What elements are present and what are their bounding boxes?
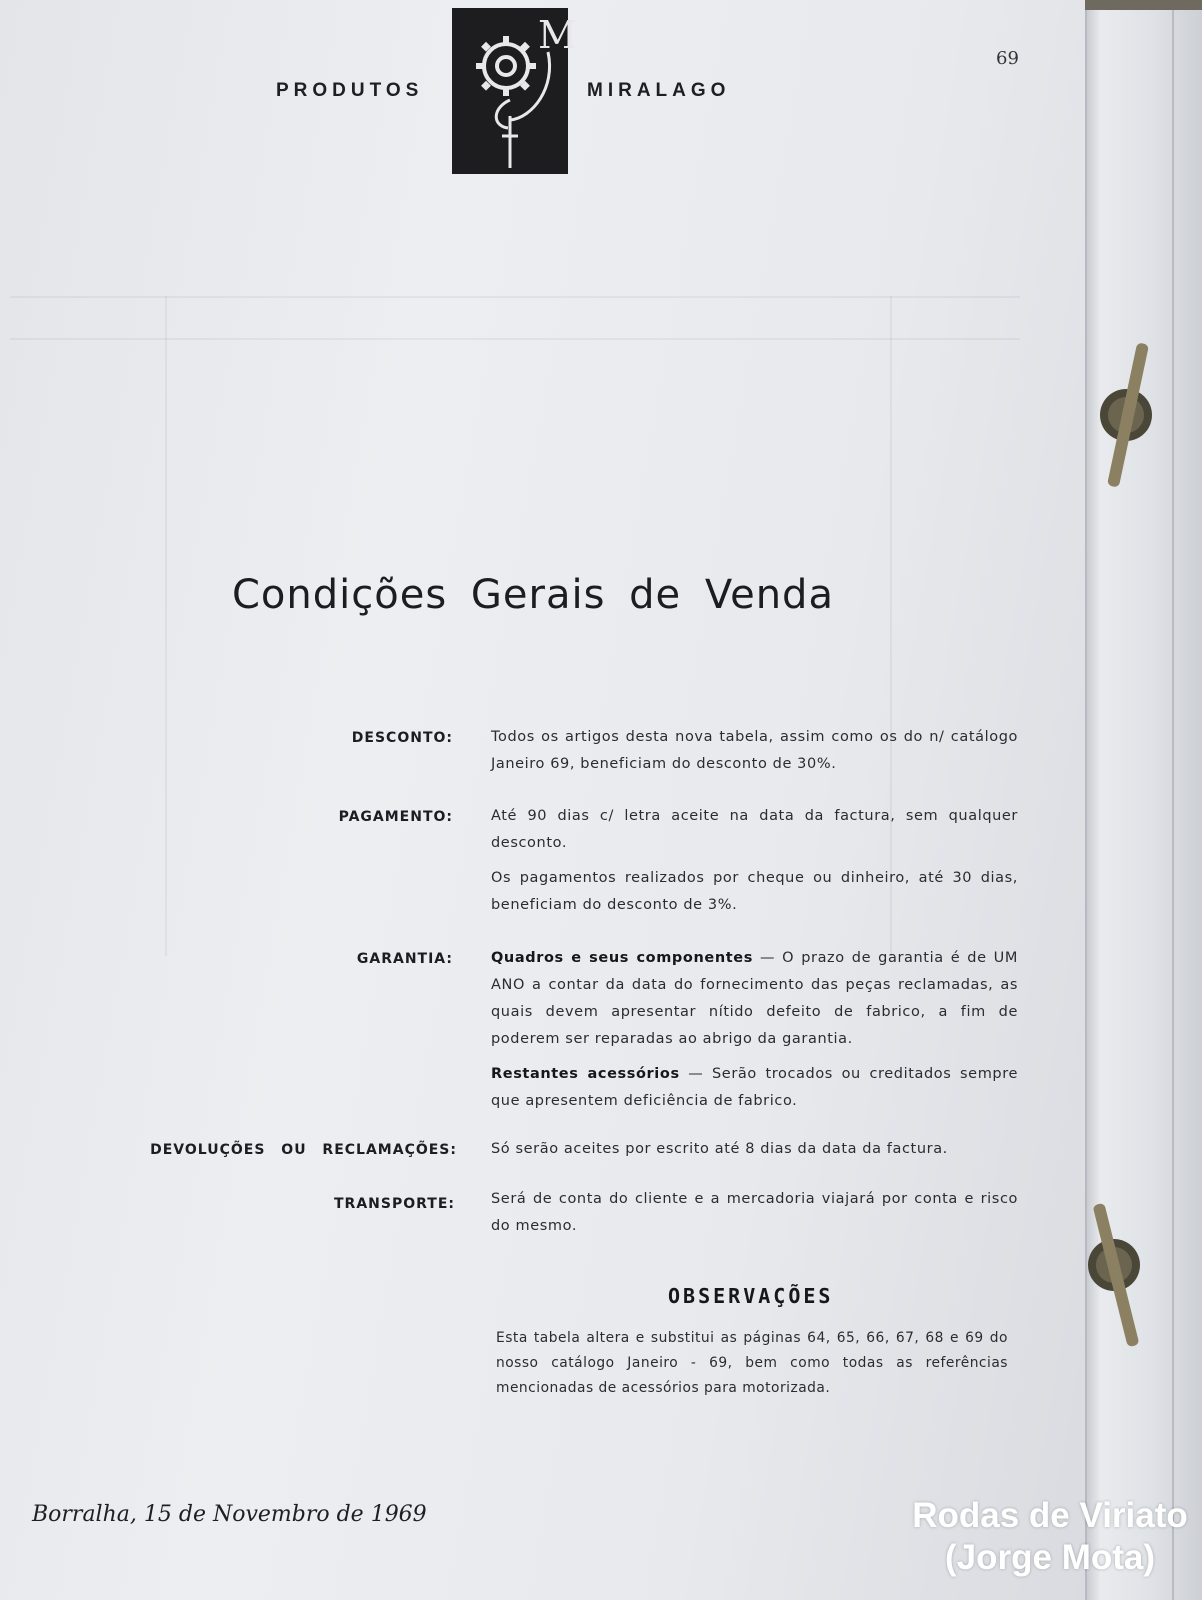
- term-text-garantia: [491, 945, 1018, 1123]
- devolucoes-paragraph: Só serão aceites por escrito até 8 dias da data da factura.: [491, 1141, 948, 1157]
- footer-date-signature: Borralha, 15 de Novembro de 1969: [32, 1502, 427, 1527]
- term-text-transporte: [491, 1186, 1018, 1248]
- page-title: Condições Gerais de Venda: [232, 572, 834, 618]
- term-label-transporte: TRANSPORTE:: [334, 1196, 455, 1212]
- binder-clip-icon: [1098, 340, 1158, 490]
- observacoes-paragraph: Esta tabela altera e substitui as páginas 64, 65, 66, 67, 68 e 69 do nosso catálogo Janeiro - 69, bem como todas as referências mencionadas de acessórios para motorizada.: [496, 1330, 1008, 1396]
- garantia-paragraph-quadros: [491, 945, 1018, 1053]
- term-label-desconto: DESCONTO:: [351, 730, 453, 746]
- brand-logo: [452, 8, 577, 174]
- show-through-line: [10, 296, 1020, 298]
- page-number: 69: [996, 48, 1019, 69]
- observacoes-heading: OBSERVAÇÕES: [668, 1284, 834, 1308]
- binder-crease: [1172, 10, 1174, 1600]
- term-label-devolucoes: DEVOLUÇÕES OU RECLAMAÇÕES:: [150, 1142, 457, 1158]
- pagamento-paragraph-1: Até 90 dias c/ letra aceite na data da factura, sem qualquer desconto.: [491, 808, 1018, 851]
- term-text-pagamento: [491, 803, 1018, 927]
- svg-text:M: M: [538, 13, 577, 57]
- garantia-acessorios-heading: Restantes acessórios: [491, 1066, 680, 1082]
- desconto-paragraph: Todos os artigos desta nova tabela, assim como os do n/ catálogo Janeiro 69, beneficiam do desconto de 30%.: [491, 729, 1018, 772]
- term-label-pagamento: PAGAMENTO:: [338, 809, 453, 825]
- term-text-desconto: [491, 724, 1018, 786]
- garantia-acessorios-text: — Serão trocados ou creditados sempre que apresentem deficiência de fabrico.: [491, 1066, 1018, 1109]
- garantia-quadros-heading: Quadros e seus componentes: [491, 950, 753, 966]
- watermark: [900, 1495, 1200, 1579]
- garantia-paragraph-acessorios: [491, 1061, 1018, 1115]
- show-through-line: [165, 296, 167, 956]
- binder-spine: [1085, 10, 1202, 1600]
- term-label-garantia: GARANTIA:: [356, 951, 453, 967]
- watermark-line-2: (Jorge Mota): [945, 1538, 1155, 1577]
- pagamento-paragraph-2: Os pagamentos realizados por cheque ou dinheiro, até 30 dias, beneficiam do desconto de 3%.: [491, 870, 1018, 913]
- watermark-line-1: Rodas de Viriato: [912, 1496, 1188, 1535]
- miralago-logo-icon: [452, 8, 577, 174]
- header-right-text: MIRALAGO: [587, 80, 731, 101]
- header-left-text: PRODUTOS: [276, 80, 424, 101]
- term-text-devolucoes: [491, 1136, 1018, 1171]
- transporte-paragraph: Será de conta do cliente e a mercadoria viajará por conta e risco do mesmo.: [491, 1191, 1018, 1234]
- binder-clip-icon: [1086, 1200, 1146, 1350]
- show-through-line: [10, 338, 1020, 340]
- garantia-quadros-text: — O prazo de garantia é de UM ANO a contar da data do fornecimento das peças reclamadas, as quais devem apresentar nítido defeito de fabrico, a fim de poderem ser reparadas ao abrigo da garantia.: [491, 950, 1018, 1047]
